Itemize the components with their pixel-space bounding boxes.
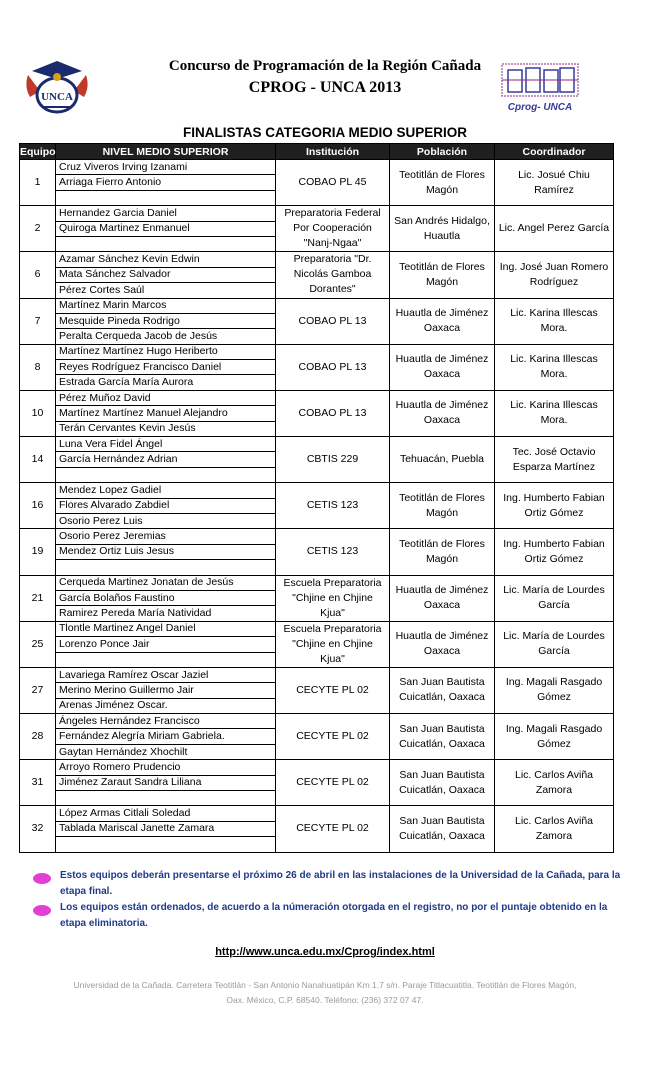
team-number: 8 <box>20 344 56 390</box>
team-member: Jiménez Zaraut Sandra Liliana <box>56 775 276 790</box>
team-location: Teotitlán de Flores Magón <box>390 252 495 298</box>
team-institution: CETIS 123 <box>276 529 390 575</box>
team-member: Ángeles Hernández Francisco <box>56 714 276 729</box>
team-member: Flores Alvarado Zabdiel <box>56 498 276 513</box>
team-coordinator: Ing. Humberto Fabian Ortiz Gómez <box>495 483 614 529</box>
team-coordinator: Lic. María de Lourdes García <box>495 575 614 621</box>
table-row <box>20 344 614 359</box>
footer-line: Universidad de la Cañada. Carretera Teotitlán - San Antonio Nanahuatipán Km 1.7 s/n. Paraje Titlacuatitla. Teotitlán de Flores Magón, <box>73 980 577 990</box>
note-text: Los equipos están ordenados, de acuerdo a la númeración otorgada en el registro, no por el puntaje obtenido en la etapa eliminatoria. <box>60 902 608 929</box>
team-member: López Armas Citlali Soledad <box>56 806 276 821</box>
team-location: Tehuacán, Puebla <box>390 437 495 483</box>
team-member: Azamar Sánchez Kevin Edwin <box>56 252 276 267</box>
team-member: Pérez Muñoz David <box>56 390 276 405</box>
team-coordinator: Lic. Karina Illescas Mora. <box>495 344 614 390</box>
table-row <box>20 206 614 221</box>
team-member: Tlontle Martinez Angel Daniel <box>56 621 276 636</box>
team-location: Huautla de Jiménez Oaxaca <box>390 344 495 390</box>
notes <box>33 868 623 932</box>
note-item <box>33 868 623 900</box>
team-institution: CBTIS 229 <box>276 437 390 483</box>
team-member <box>56 560 276 575</box>
team-location: Teotitlán de Flores Magón <box>390 483 495 529</box>
team-coordinator: Ing. Magali Rasgado Gómez <box>495 714 614 760</box>
team-member: Tablada Mariscal Janette Zamara <box>56 821 276 836</box>
team-member: Martínez Marin Marcos <box>56 298 276 313</box>
team-member: Peralta Cerqueda Jacob de Jesús <box>56 329 276 344</box>
team-location: Huautla de Jiménez Oaxaca <box>390 621 495 667</box>
team-institution: Preparatoria Federal Por Cooperación "Nanj-Ngaa" <box>276 206 390 252</box>
team-member <box>56 791 276 806</box>
team-number: 21 <box>20 575 56 621</box>
team-member: Mesquide Pineda Rodrigo <box>56 313 276 328</box>
table-row <box>20 621 614 636</box>
table-body <box>20 160 614 853</box>
team-coordinator: Lic. Josué Chiu Ramírez <box>495 160 614 206</box>
team-number: 31 <box>20 760 56 806</box>
team-member: Fernández Alegría Miriam Gabriela. <box>56 729 276 744</box>
unca-logo-text: UNCA <box>41 91 73 103</box>
footer-line: Oax. México, C.P. 68540. Teléfono: (236) 372 07 47. <box>226 995 424 1005</box>
team-member <box>56 837 276 852</box>
table-row <box>20 390 614 405</box>
note-item <box>33 900 623 932</box>
finalists-table <box>19 143 614 853</box>
team-number: 19 <box>20 529 56 575</box>
team-location: San Juan Bautista Cuicatlán, Oaxaca <box>390 806 495 852</box>
team-member: Martínez Martínez Manuel Alejandro <box>56 406 276 421</box>
unca-logo <box>20 57 94 117</box>
column-header-institucion: Institución <box>276 144 390 160</box>
team-member: Cruz Viveros Irving Izanami <box>56 160 276 175</box>
note-text: Estos equipos deberán presentarse el próximo 26 de abril en las instalaciones de la Universidad de la Cañada, para la etapa final. <box>60 870 621 897</box>
column-header-poblacion: Población <box>390 144 495 160</box>
team-institution: CECYTE PL 02 <box>276 667 390 713</box>
team-number: 10 <box>20 390 56 436</box>
table-row <box>20 160 614 175</box>
column-header-equipo: Equipo <box>20 145 56 158</box>
table-row <box>20 437 614 452</box>
team-coordinator: Lic. Carlos Aviña Zamora <box>495 806 614 852</box>
team-member: Martínez Martínez Hugo Heriberto <box>56 344 276 359</box>
bullet-icon <box>33 873 51 884</box>
team-location: Huautla de Jiménez Oaxaca <box>390 298 495 344</box>
team-member: Gaytan Hernández Xhochilt <box>56 744 276 759</box>
contest-subtitle: CPROG - UNCA 2013 <box>248 79 402 96</box>
team-institution: COBAO PL 13 <box>276 344 390 390</box>
team-coordinator: Lic. Carlos Aviña Zamora <box>495 760 614 806</box>
team-member: Quiroga Martinez Enmanuel <box>56 221 276 236</box>
team-member <box>56 652 276 667</box>
team-member <box>56 467 276 482</box>
team-member: Arroyo Romero Prudencio <box>56 760 276 775</box>
team-location: San Juan Bautista Cuicatlán, Oaxaca <box>390 760 495 806</box>
team-institution: Escuela Preparatoria "Chjine en Chjine Kjua" <box>276 621 390 667</box>
team-location: Huautla de Jiménez Oaxaca <box>390 575 495 621</box>
table-row <box>20 806 614 821</box>
team-number: 25 <box>20 621 56 667</box>
table-row <box>20 529 614 544</box>
team-member <box>56 190 276 205</box>
bullet-icon <box>33 905 51 916</box>
team-number: 16 <box>20 483 56 529</box>
team-location: Teotitlán de Flores Magón <box>390 529 495 575</box>
contest-title: Concurso de Programación de la Región Cañada <box>168 58 482 74</box>
website-link[interactable]: http://www.unca.edu.mx/Cprog/index.html <box>215 946 435 958</box>
team-institution: COBAO PL 13 <box>276 390 390 436</box>
table-row <box>20 298 614 313</box>
column-header-nivel: NIVEL MEDIO SUPERIOR <box>56 144 276 160</box>
team-member: Ramirez Pereda María Natividad <box>56 606 276 621</box>
team-member: Mendez Lopez Gadiel <box>56 483 276 498</box>
team-member: Luna Vera Fidel Ángel <box>56 437 276 452</box>
team-institution: COBAO PL 45 <box>276 160 390 206</box>
team-institution: Preparatoria "Dr. Nicolás Gamboa Dorantes" <box>276 252 390 298</box>
team-member: Merino Merino Guillermo Jair <box>56 683 276 698</box>
table-title: FINALISTAS CATEGORIA MEDIO SUPERIOR <box>182 125 467 140</box>
team-number: 14 <box>20 437 56 483</box>
team-coordinator: Lic. Karina Illescas Mora. <box>495 298 614 344</box>
team-institution: CECYTE PL 02 <box>276 760 390 806</box>
team-location: San Andrés Hidalgo, Huautla <box>390 206 495 252</box>
team-number: 6 <box>20 252 56 298</box>
table-row <box>20 252 614 267</box>
page-header <box>0 0 650 120</box>
team-member: Arenas Jiménez Oscar. <box>56 698 276 713</box>
team-member: Osorio Perez Jeremias <box>56 529 276 544</box>
team-number: 2 <box>20 206 56 252</box>
team-number: 27 <box>20 667 56 713</box>
team-location: Huautla de Jiménez Oaxaca <box>390 390 495 436</box>
team-coordinator: Ing. Magali Rasgado Gómez <box>495 667 614 713</box>
team-member: Mendez Ortiz Luis Jesus <box>56 544 276 559</box>
team-member: García Bolaños Faustino <box>56 590 276 605</box>
table-row <box>20 667 614 682</box>
team-coordinator: Ing. José Juan Romero Rodríguez <box>495 252 614 298</box>
team-institution: COBAO PL 13 <box>276 298 390 344</box>
team-member <box>56 236 276 251</box>
table-row <box>20 483 614 498</box>
team-coordinator: Lic. María de Lourdes García <box>495 621 614 667</box>
team-member: Lorenzo Ponce Jair <box>56 637 276 652</box>
team-coordinator: Ing. Humberto Fabian Ortiz Gómez <box>495 529 614 575</box>
team-member: Pérez Cortes Saúl <box>56 283 276 298</box>
team-coordinator: Tec. José Octavio Esparza Martínez <box>495 437 614 483</box>
team-member: Osorio Perez Luis <box>56 513 276 528</box>
column-header-coordinador: Coordinador <box>495 144 614 160</box>
team-location: San Juan Bautista Cuicatlán, Oaxaca <box>390 714 495 760</box>
team-number: 32 <box>20 806 56 852</box>
team-institution: Escuela Preparatoria "Chjine en Chjine Kjua" <box>276 575 390 621</box>
team-member: Lavariega Ramírez Oscar Jaziel <box>56 667 276 682</box>
team-institution: CECYTE PL 02 <box>276 806 390 852</box>
team-member: Terán Cervantes Kevin Jesús <box>56 421 276 436</box>
table-row <box>20 760 614 775</box>
team-location: San Juan Bautista Cuicatlán, Oaxaca <box>390 667 495 713</box>
team-institution: CETIS 123 <box>276 483 390 529</box>
team-member: Mata Sánchez Salvador <box>56 267 276 282</box>
team-member: García Hernández Adrian <box>56 452 276 467</box>
cprog-logo <box>500 60 580 116</box>
team-coordinator: Lic. Karina Illescas Mora. <box>495 390 614 436</box>
table-row <box>20 575 614 590</box>
footer-address <box>20 978 630 1008</box>
team-member: Reyes Rodríguez Francisco Daniel <box>56 360 276 375</box>
team-number: 7 <box>20 298 56 344</box>
team-member: Estrada García María Aurora <box>56 375 276 390</box>
team-member: Arriaga Fierro Antonio <box>56 175 276 190</box>
team-number: 28 <box>20 714 56 760</box>
team-location: Teotitlán de Flores Magón <box>390 160 495 206</box>
team-member: Hernandez Garcia Daniel <box>56 206 276 221</box>
table-row <box>20 714 614 729</box>
cprog-logo-text: Cprog- UNCA <box>507 102 573 113</box>
table-header-row <box>20 144 614 160</box>
team-institution: CECYTE PL 02 <box>276 714 390 760</box>
team-coordinator: Lic. Angel Perez García <box>495 206 614 252</box>
team-member: Cerqueda Martinez Jonatan de Jesús <box>56 575 276 590</box>
team-number: 1 <box>20 160 56 206</box>
